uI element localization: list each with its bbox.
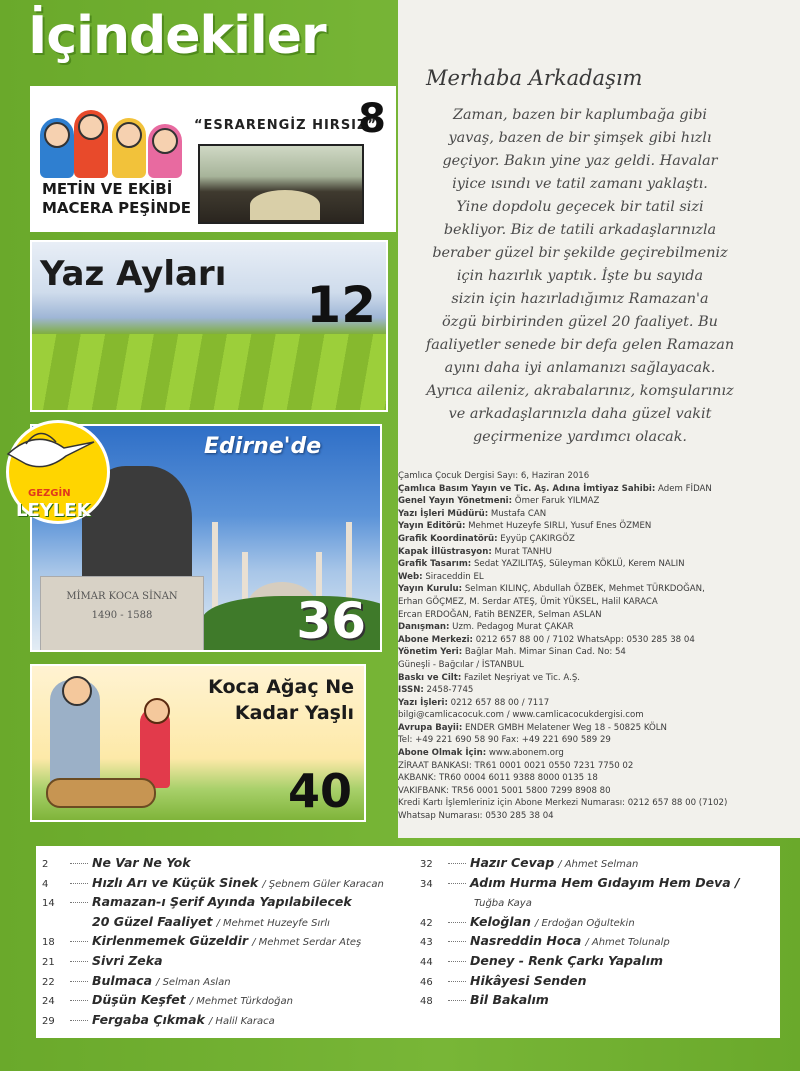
log-icon — [46, 778, 156, 808]
imprint-line: Güneşli - Bağcılar / İSTANBUL — [398, 659, 524, 670]
imprint-line: AKBANK: TR60 0004 6011 9388 8000 0135 18 — [398, 773, 598, 784]
list-item[interactable]: 22 Bulmaca / Selman Aslan — [42, 972, 231, 988]
list-item[interactable]: 4 Hızlı Arı ve Küçük Sinek / Şebnem Güler Karacan — [42, 874, 384, 890]
feature-card-metin[interactable] — [30, 86, 396, 232]
contents-column-right — [420, 852, 780, 1009]
imprint-line: Danışman: Uzm. Pedagog Murat ÇAKAR — [398, 622, 574, 633]
list-item[interactable]: 42 Keloğlan / Erdoğan Oğultekin — [420, 913, 635, 929]
man-illustration-icon — [50, 680, 100, 790]
imprint-line: Yayın Editörü: Mehmet Huzeyfe SIRLI, Yusuf Enes ÖZMEN — [398, 521, 652, 532]
feature-page-number: 36 — [296, 592, 366, 650]
list-item[interactable]: 29 Fergaba Çıkmak / Halil Karaca — [42, 1011, 275, 1027]
feature-page-number: 8 — [358, 96, 386, 142]
list-item[interactable]: 14 Ramazan-ı Şerif Ayında Yapılabilecek — [42, 894, 352, 910]
imprint-line: Abone Merkezi: 0212 657 88 00 / 7102 WhatsApp: 0530 285 38 04 — [398, 634, 695, 645]
list-item[interactable]: 34 Adım Hurma Hem Gıdayım Hem Deva / — [420, 874, 740, 890]
list-item[interactable]: 2 Ne Var Ne Yok — [42, 855, 191, 870]
imprint-line: Kredi Kartı İşlemleriniz için Abone Merkezi Numarası: 0212 657 88 00 (7102) — [398, 798, 728, 809]
imprint-line: ZİRAAT BANKASI: TR61 0001 0021 0550 7231 7750 02 — [398, 760, 634, 771]
feature-card-yaz[interactable] — [30, 240, 388, 412]
imprint-line: Grafik Tasarım: Sedat YAZILITAŞ, Süleyman KÖKLÜ, Kerem NALIN — [398, 559, 685, 570]
list-item[interactable]: 32 Hazır Cevap / Ahmet Selman — [420, 855, 639, 870]
gezgin-leylek-badge — [2, 416, 114, 528]
list-item[interactable]: 44 Deney - Renk Çarkı Yapalım — [420, 952, 664, 968]
imprint-line: Baskı ve Cilt: Fazilet Neşriyat ve Tic. A.Ş. — [398, 672, 581, 683]
feature-card-koca-agac[interactable] — [30, 664, 366, 822]
girl-illustration-icon — [140, 708, 170, 788]
feature-page-number: 12 — [306, 276, 376, 334]
imprint-line: Tel: +49 221 690 58 90 Fax: +49 221 690 589 29 — [398, 735, 611, 746]
statue-pedestal: MİMAR KOCA SİNAN 1490 - 1588 — [40, 576, 204, 652]
list-item[interactable]: 46 Hikâyesi Senden — [420, 972, 587, 988]
imprint-line: Avrupa Bayii: ENDER GMBH Melatener Weg 18 - 50825 KÖLN — [398, 722, 667, 733]
feature-title: METİN VE EKİBİ MACERA PEŞİNDE — [42, 180, 192, 217]
imprint-line: Yazı İşleri: 0212 657 88 00 / 7117 — [398, 697, 550, 708]
imprint-line: Genel Yayın Yönetmeni: Ömer Faruk YILMAZ — [398, 496, 600, 507]
cave-illustration-icon — [198, 144, 364, 224]
imprint-line: Erhan GÖÇMEZ, M. Serdar ATEŞ, Ümit YÜKSEL, Halil KARACA — [398, 596, 658, 607]
letter-greeting: Merhaba Arkadaşım — [426, 66, 643, 90]
stork-icon — [6, 424, 96, 484]
imprint-line: Kapak İllüstrasyon: Murat TANHU — [398, 546, 552, 557]
list-item[interactable]: 48 Bil Bakalım — [420, 992, 549, 1008]
feature-subtitle: “ESRARENGİZ HIRSIZ” — [194, 118, 377, 133]
letter-body: Zaman, bazen bir kaplumbağa gibi yavaş, bazen de bir şimşek gibi hızlı geçiyor. Bakın yine yaz geldi. Havalar iyice ısındı ve tatil zamanı yaklaştı. Yine dopdolu geçecek bir tatil sizi bekliyor. Biz de tatili arkadaşlarınızla beraber güzel bir şekilde geçirebilmeniz için hazırlık yaptık. İşte bu sayıda sizin için hazırladığımız Ramazan'a özgü birbirinden güzel 20 faaliyet. Bu faaliyetler senede bir defa gelen Ramazan ayını daha iyi anlamanızı sağlayacak. Ayrıca aileniz, akrabalarınız, komşularınız ve arkadaşlarınızla daha güzel vakit geçirmenize yardımcı olacak. — [425, 107, 735, 445]
imprint-line: Abone Olmak İçin: www.abonem.org — [398, 748, 564, 759]
imprint-line: VAKIFBANK: TR56 0001 5001 5800 7299 8908 80 — [398, 785, 611, 796]
feature-title: Yaz Ayları — [40, 254, 227, 294]
imprint-line: Yönetim Yeri: Bağlar Mah. Mimar Sinan Cad. No: 54 — [398, 647, 626, 658]
feature-title: Edirne'de — [204, 434, 322, 459]
list-item[interactable]: 24 Düşün Keşfet / Mehmet Türkdoğan — [42, 992, 293, 1008]
contents-column-left — [42, 852, 412, 1028]
list-item[interactable]: 18 Kirlenmemek Güzeldir / Mehmet Serdar Ateş — [42, 933, 362, 949]
feature-page-number: 40 — [287, 764, 352, 818]
feature-title: Koca Ağaç Ne Kadar Yaşlı — [208, 676, 354, 724]
contents-list — [36, 846, 780, 1038]
imprint-line: Grafik Koordinatörü: Eyyüp ÇAKIRGÖZ — [398, 533, 575, 544]
imprint-line: Yayın Kurulu: Selman KILINÇ, Abdullah ÖZBEK, Mehmet TÜRKDOĞAN, — [398, 584, 705, 595]
page-title: İçindekiler — [28, 6, 326, 66]
list-item[interactable]: 20 Güzel Faaliyet / Mehmet Huzeyfe Sırlı — [92, 913, 330, 929]
imprint-line: Çamlıca Çocuk Dergisi Sayı: 6, Haziran 2016 — [398, 471, 590, 481]
imprint-line: Çamlıca Basım Yayın ve Tic. Aş. Adına İmtiyaz Sahibi: Adem FİDAN — [398, 483, 712, 494]
imprint-line: Ercan ERDOĞAN, Fatih BENZER, Selman ASLAN — [398, 609, 602, 620]
list-item[interactable]: Tuğba Kaya — [474, 898, 532, 910]
imprint-line: ISSN: 2458-7745 — [398, 685, 474, 696]
kids-illustration-icon — [40, 98, 190, 178]
imprint-line: Yazı İşleri Müdürü: Mustafa CAN — [398, 508, 547, 519]
badge-line1: GEZGİN — [28, 488, 71, 499]
badge-line2: LEYLEK — [16, 500, 91, 521]
imprint-line: Web: Siraceddin EL — [398, 571, 484, 582]
imprint-line[interactable]: bilgi@camlicacocuk.com / www.camlicacocukdergisi.com — [398, 710, 644, 721]
list-item[interactable]: 43 Nasreddin Hoca / Ahmet Tolunalp — [420, 933, 670, 949]
field-illustration-icon — [32, 334, 386, 412]
imprint-line: Whatsap Numarası: 0530 285 38 04 — [398, 811, 554, 822]
imprint-block — [398, 470, 798, 823]
list-item[interactable]: 21 Sivri Zeka — [42, 952, 163, 968]
